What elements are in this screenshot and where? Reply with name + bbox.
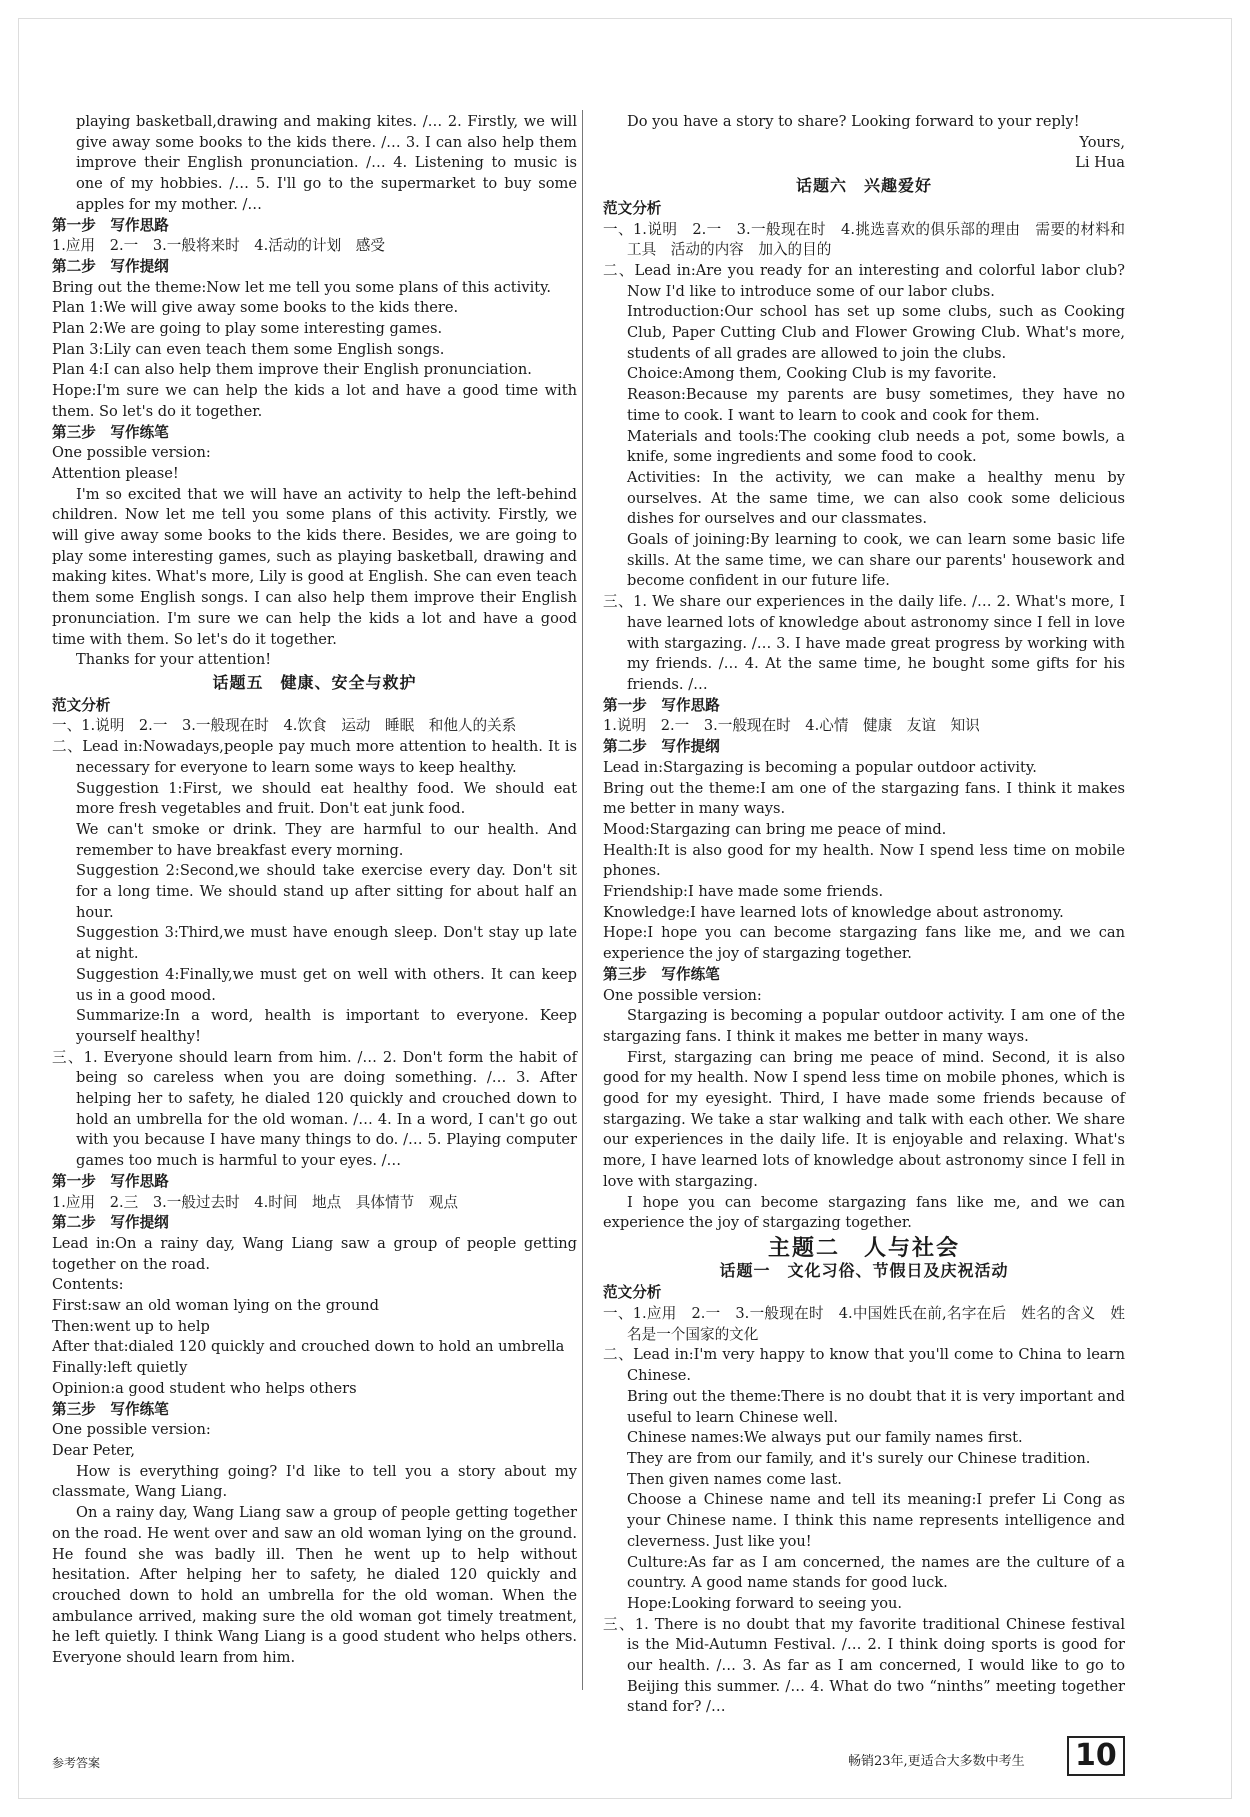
footer-slogan: 畅销23年,更适合大多数中考生 [848, 1754, 1025, 1769]
text-line: Attention please! [52, 464, 179, 482]
text-line: Hope:I hope you can become stargazing fans like me, and we can experience the joy of stargazing together. [603, 924, 1125, 963]
topic-heading: 话题五 健康、安全与救护 [212, 672, 417, 692]
text-line: Bring out the theme:Now let me tell you some plans of this activity. [52, 278, 552, 296]
text-line: First:saw an old woman lying on the ground [52, 1297, 379, 1315]
text-line: Suggestion 2:Second,we should take exercise every day. Don't sit for a long time. We should stand up after sitting for about half an hour. [76, 862, 577, 921]
text-line: Choice:Among them, Cooking Club is my favorite. [627, 365, 997, 383]
text-line: 二、Lead in:Are you ready for an interesting and colorful labor club? Now I'd like to introduce some of our labor clubs. [603, 261, 1125, 300]
text-line: 范文分析 [603, 199, 662, 217]
text-line: 一、1.应用 2.一 3.一般现在时 4.中国姓氏在前,名字在后 姓名的含义 姓名是一个国家的文化 [603, 1305, 1125, 1343]
text-line: One possible version: [603, 986, 762, 1004]
text-line: 第二步 写作提纲 [52, 257, 169, 275]
column-divider [582, 110, 583, 1690]
text-line: 二、Lead in:Nowadays,people pay much more attention to health. It is necessary for everyone to learn some ways to keep healthy. [52, 738, 577, 776]
text-line: One possible version: [52, 1421, 211, 1439]
text-line: Health:It is also good for my health. Now I spend less time on mobile phones. [603, 841, 1125, 880]
text-line: 一、1.说明 2.一 3.一般现在时 4.饮食 运动 睡眠 和他人的关系 [52, 717, 517, 735]
text-line: Opinion:a good student who helps others [52, 1379, 357, 1397]
topic-heading: 话题六 兴趣爱好 [795, 176, 932, 196]
text-line: Lead in:On a rainy day, Wang Liang saw a group of people getting together on the road. [52, 1234, 577, 1273]
text-line: Hope:I'm sure we can help the kids a lot and have a good time with them. So let's do it together. [52, 382, 577, 420]
page-number: 10 [1067, 1736, 1125, 1776]
text-line: After that:dialed 120 quickly and crouched down to hold an umbrella [52, 1338, 565, 1356]
text-line: Mood:Stargazing can bring me peace of mind. [603, 820, 947, 838]
text-line: 三、1. We share our experiences in the daily life. /… 2. What's more, I have learned lots of knowledge about astronomy since I fell in love with stargazing. /… 3. I have made great progress by working with my friends. /… 4. At the same time, he bought some gifts for his friends. /… [603, 593, 1125, 693]
text-line: I hope you can become stargazing fans like me, and we can experience the joy of stargazing together. [603, 1193, 1125, 1232]
text-line: Then given names come last. [627, 1470, 842, 1488]
text-line: Hope:Looking forward to seeing you. [627, 1594, 903, 1612]
text-line: 第二步 写作提纲 [603, 738, 720, 756]
text-line: Thanks for your attention! [76, 651, 272, 669]
text-line: Goals of joining:By learning to cook, we can learn some basic life skills. At the same time, we can share our parents' housework and become confident in our future life. [627, 531, 1125, 590]
text-line: Knowledge:I have learned lots of knowledge about astronomy. [603, 903, 1064, 921]
text-line: 第二步 写作提纲 [52, 1214, 169, 1232]
text-line: Friendship:I have made some friends. [603, 883, 884, 901]
text-line: Li Hua [1075, 154, 1125, 172]
text-line: 三、1. Everyone should learn from him. /… 2. Don't form the habit of being so careless when you are doing something. /… 3. After helping her to safety, he dialed 120 quickly and crouched down to hold an umbrella for the old woman. /… 4. In a word, I can't go out with you because I have many things to do. /… 5. Playing computer games too much is harmful to your eyes. /… [52, 1048, 577, 1170]
text-line: Do you have a story to share? Looking forward to your reply! [627, 113, 1080, 130]
text-line: Reason:Because my parents are busy sometimes, they have no time to cook. I want to learn to cook and cook for them. [627, 386, 1125, 424]
text-line: Plan 1:We will give away some books to the kids there. [52, 299, 459, 317]
text-line: 范文分析 [603, 1284, 662, 1302]
text-line: Choose a Chinese name and tell its meaning:I prefer Li Cong as your Chinese name. I think this name represents intelligence and cleverness. Just like you! [627, 1491, 1125, 1550]
text-line: 1.说明 2.一 3.一般现在时 4.心情 健康 友谊 知识 [603, 717, 980, 735]
text-line: Lead in:Stargazing is becoming a popular outdoor activity. [603, 758, 1037, 776]
text-line: 第三步 写作练笔 [52, 423, 169, 441]
text-line: 二、Lead in:I'm very happy to know that you'll come to China to learn Chinese. [603, 1346, 1125, 1385]
text-line: Suggestion 4:Finally,we must get on well with others. It can keep us in a good mood. [76, 965, 577, 1004]
text-line: 第一步 写作思路 [603, 696, 720, 714]
text-line: 范文分析 [52, 696, 111, 714]
text-line: Dear Peter, [52, 1442, 135, 1459]
left-column [52, 112, 577, 1669]
text-line: 1.应用 2.三 3.一般过去时 4.时间 地点 具体情节 观点 [52, 1193, 458, 1211]
text-line: Suggestion 3:Third,we must have enough sleep. Don't stay up late at night. [76, 924, 577, 963]
text-line: Stargazing is becoming a popular outdoor activity. I am one of the stargazing fans. I think it makes me better in many ways. [603, 1007, 1125, 1045]
text-line: First, stargazing can bring me peace of mind. Second, it is also good for my health. Now I spend less time on mobile phones, which is good for my eyesight. Third, I have made some friends because of stargazing. We take a star walking and talk with each other. We share our experiences in the daily life. It is enjoyable and relaxing. What's more, I have learned lots of knowledge about astronomy since I fell in love with stargazing. [603, 1048, 1125, 1190]
text-line: 第一步 写作思路 [52, 216, 169, 234]
text-line: 第三步 写作练笔 [603, 965, 720, 983]
text-line: We can't smoke or drink. They are harmful to our health. And remember to have breakfast every morning. [76, 820, 577, 859]
text-line: Then:went up to help [52, 1317, 210, 1335]
text-line: Suggestion 1:First, we should eat healthy food. We should eat more fresh vegetables and fruit. Don't eat junk food. [76, 779, 577, 818]
text-line: Plan 2:We are going to play some interesting games. [52, 320, 443, 338]
text-line: How is everything going? I'd like to tell you a story about my classmate, Wang Liang. [52, 1462, 577, 1501]
text-line: 一、1.说明 2.一 3.一般现在时 4.挑选喜欢的俱乐部的理由 需要的材料和工具 活动的内容 加入的目的 [603, 220, 1125, 259]
right-column [603, 112, 1125, 1718]
text-line: Activities: In the activity, we can make a healthy menu by ourselves. At the same time, we can also cook some delicious dishes for ourselves and our classmates. [627, 468, 1125, 528]
text-line: Bring out the theme:There is no doubt that it is very important and useful to learn Chinese well. [627, 1387, 1125, 1426]
text-line: Contents: [52, 1276, 124, 1294]
text-line: playing basketball,drawing and making kites. /… 2. Firstly, we will give away some books to the kids there. /… 3. I can also help them improve their English pronunciation. /… 4. Listening to music is one of my hobbies. /… 5. I'll go to the supermarket to buy some apples for my mother. /… [76, 113, 577, 213]
text-line: 三、1. There is no doubt that my favorite traditional Chinese festival is the Mid-Autumn Festival. /… 2. I think doing sports is good for our health. /… 3. As far as I am concerned, I would like to go to Beijing this summer. /… 4. What do two “ninths” meeting together stand for? /… [603, 1615, 1125, 1716]
text-line: On a rainy day, Wang Liang saw a group of people getting together on the road. He went over and saw an old woman lying on the ground. He found she was badly ill. Then he went up to help without hesitation. After helping her to safety, he dialed 120 quickly and crouched down to hold an umbrella for the old woman. When the ambulance arrived, making sure the old woman got timely treatment, he left quietly. I think Wang Liang is a good student who helps others. Everyone should learn from him. [52, 1504, 577, 1667]
text-line: I'm so excited that we will have an activity to help the left-behind children. Now let me tell you some plans of this activity. Firstly, we will give away some books to the kids there. Besides, we are going to play some interesting games, such as playing basketball, drawing and making kites. What's more, Lily is good at English. She can even teach them some English songs. I can also help them improve their English pronunciation. I'm sure we can help the kids a lot and have a good time with them. So let's do it together. [52, 485, 577, 648]
text-line: One possible version: [52, 444, 211, 462]
text-line: Plan 4:I can also help them improve their English pronunciation. [52, 361, 532, 379]
text-line: Plan 3:Lily can even teach them some English songs. [52, 340, 445, 358]
text-line: Summarize:In a word, health is important to everyone. Keep yourself healthy! [76, 1007, 577, 1045]
text-line: Materials and tools:The cooking club needs a pot, some bowls, a knife, some ingredients and some food to cook. [627, 427, 1125, 466]
text-line: Finally:left quietly [52, 1359, 188, 1377]
text-line: 第三步 写作练笔 [52, 1400, 169, 1418]
topic-heading: 话题一 文化习俗、节假日及庆祝活动 [719, 1260, 1009, 1280]
text-line: 第一步 写作思路 [52, 1172, 169, 1190]
text-line: Introduction:Our school has set up some clubs, such as Cooking Club, Paper Cutting Club and Flower Growing Club. What's more, students of all grades are allowed to join the clubs. [627, 303, 1125, 362]
text-line: Bring out the theme:I am one of the stargazing fans. I think it makes me better in many ways. [603, 779, 1125, 818]
text-line: Yours, [1079, 133, 1125, 151]
text-line: Chinese names:We always put our family names first. [627, 1429, 1023, 1447]
text-line: They are from our family, and it's surely our Chinese tradition. [627, 1450, 1091, 1467]
text-line: 1.应用 2.一 3.一般将来时 4.活动的计划 感受 [52, 237, 385, 255]
text-line: Culture:As far as I am concerned, the names are the culture of a country. A good name stands for good luck. [627, 1553, 1125, 1592]
footer-label: 参考答案 [52, 1756, 101, 1770]
theme-heading: 主题二 人与社会 [767, 1234, 960, 1261]
